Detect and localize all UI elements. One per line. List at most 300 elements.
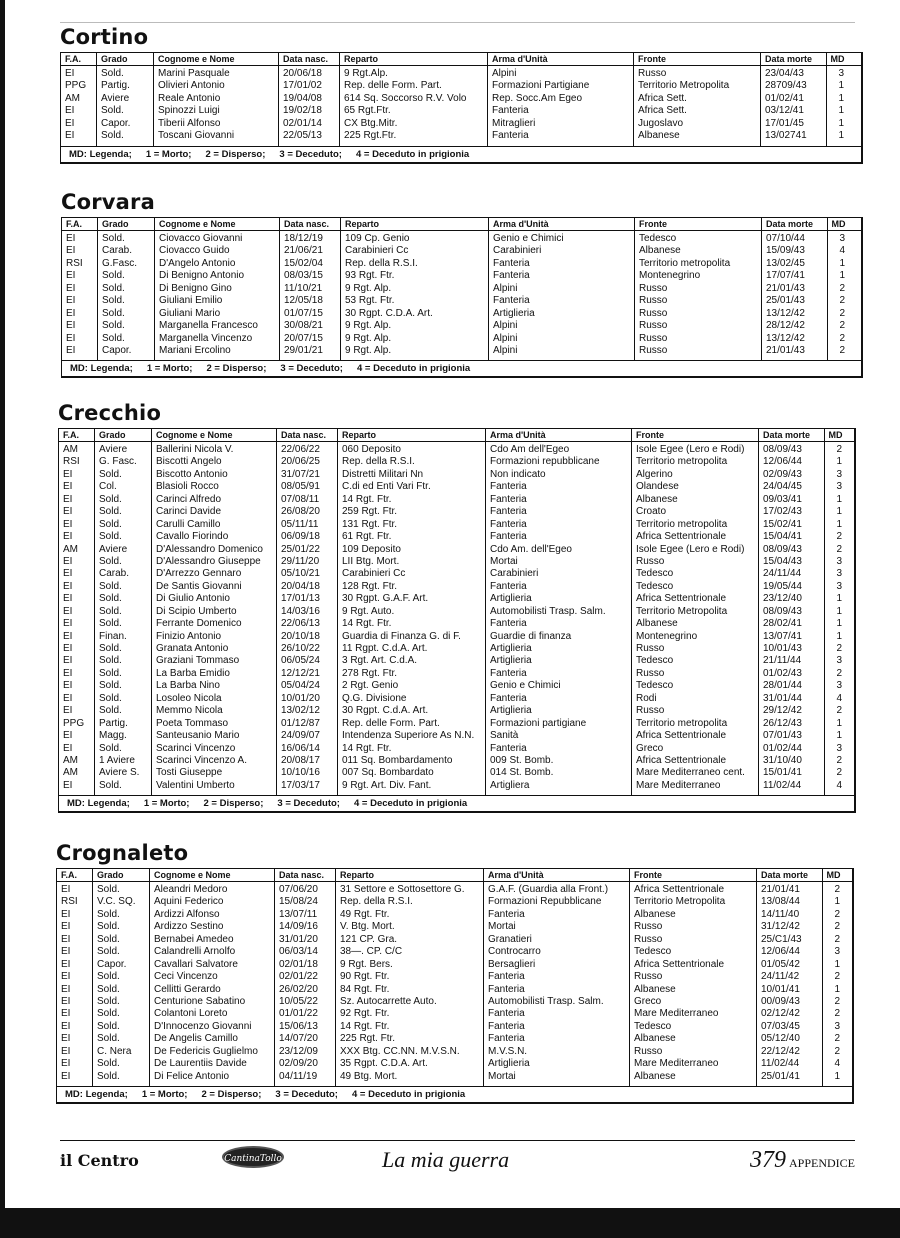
cell-arma: Artiglieria xyxy=(490,705,532,717)
footer-book-title: La mia guerra xyxy=(382,1147,510,1172)
cell-arma: Artiglieria xyxy=(493,307,535,319)
cell-morte: 28/02/41 xyxy=(763,618,802,630)
cell-fa: EI xyxy=(65,105,75,117)
cell-morte: 01/05/42 xyxy=(761,958,800,970)
cell-fa: EI xyxy=(63,742,73,754)
cell-grado: Sold. xyxy=(99,655,122,667)
cell-fronte: Russo xyxy=(638,68,667,79)
cell-fronte: Albanese xyxy=(636,618,678,630)
cell-arma: Fanteria xyxy=(490,531,527,543)
cell-md: 1 xyxy=(839,257,845,269)
legend-item: 3 = Deceduto; xyxy=(275,1089,338,1100)
cell-fa: EI xyxy=(63,531,73,543)
cell-reparto: 92 Rgt. Ftr. xyxy=(340,1008,390,1020)
cell-morte: 08/09/43 xyxy=(763,543,802,555)
cell-reparto: Rep. della R.S.I. xyxy=(342,456,415,468)
cell-nasc: 15/06/13 xyxy=(279,1020,318,1032)
cell-nome: Ballerini Nicola V. xyxy=(156,444,234,455)
cell-reparto: 14 Rgt. Ftr. xyxy=(342,618,392,630)
cell-nome: D'Arrezzo Gennaro xyxy=(156,568,242,580)
cell-nasc: 01/01/22 xyxy=(279,1008,318,1020)
header-grado: Grado xyxy=(93,869,150,881)
cell-md: 3 xyxy=(834,946,840,958)
cell-nome: Cellitti Gerardo xyxy=(154,983,221,995)
cell-morte: 03/12/41 xyxy=(765,105,804,117)
cell-md: 3 xyxy=(836,481,842,493)
cell-fronte: Albanese xyxy=(634,1033,676,1045)
cell-arma: Alpini xyxy=(493,332,518,344)
cell-fa: EI xyxy=(63,667,73,679)
cell-fa: AM xyxy=(63,767,78,779)
legend-item: 2 = Disperso; xyxy=(201,1089,262,1100)
header-nome: Cognome e Nome xyxy=(152,429,277,441)
cell-nasc: 02/01/22 xyxy=(279,971,318,983)
cell-md: 3 xyxy=(834,1020,840,1032)
header-fronte: Fronte xyxy=(634,53,761,65)
header-reparto: Reparto xyxy=(338,429,486,441)
cell-reparto: 9 Rgt.Alp. xyxy=(344,68,388,79)
cell-md: 3 xyxy=(836,580,842,592)
cell-grado: Finan. xyxy=(99,630,127,642)
cell-md: 4 xyxy=(839,245,845,257)
cell-fa: EI xyxy=(63,580,73,592)
cell-nome: Blasioli Rocco xyxy=(156,481,219,493)
cell-nome: Ardizzo Sestino xyxy=(154,921,224,933)
cell-md: 3 xyxy=(836,680,842,692)
cell-morte: 22/12/42 xyxy=(761,1045,800,1057)
cell-reparto: 30 Rgpt. C.D.A. Art. xyxy=(345,307,433,319)
cell-grado: Partig. xyxy=(101,80,130,92)
cell-morte: 15/02/41 xyxy=(763,518,802,530)
cell-fronte: Russo xyxy=(636,705,665,717)
cell-grado: Sold. xyxy=(99,605,122,617)
cell-reparto: 93 Rgt. Ftr. xyxy=(345,270,395,282)
cell-fronte: Mare Mediterraneo cent. xyxy=(636,767,745,779)
cell-nasc: 19/04/08 xyxy=(283,92,322,104)
cell-nome: Graziani Tommaso xyxy=(156,655,240,667)
cell-reparto: 109 Cp. Genio xyxy=(345,233,410,244)
legend-item: 3 = Deceduto; xyxy=(279,148,342,160)
cell-morte: 24/11/44 xyxy=(763,568,802,580)
cell-fronte: Territorio Metropolita xyxy=(638,80,730,92)
cell-arma: Fanteria xyxy=(490,493,527,505)
cell-fronte: Isole Egee (Lero e Rodi) xyxy=(636,543,745,555)
cell-nasc: 24/09/07 xyxy=(281,730,320,742)
cell-morte: 25/C1/43 xyxy=(761,933,802,945)
cell-nasc: 23/12/09 xyxy=(279,1045,318,1057)
cell-reparto: 11 Rgpt. C.d.A. Art. xyxy=(342,643,428,654)
cell-grado: Sold. xyxy=(99,493,122,505)
column-grado xyxy=(98,231,155,360)
cell-fa: EI xyxy=(63,692,73,704)
cell-nasc: 06/03/14 xyxy=(279,946,318,958)
table-header xyxy=(59,429,854,442)
cell-morte: 26/12/43 xyxy=(763,717,802,729)
cell-nome: D'Innocenzo Giovanni xyxy=(154,1020,252,1032)
cell-fronte: Russo xyxy=(636,667,665,679)
cell-md: 1 xyxy=(834,896,840,908)
cell-fronte: Mare Mediterraneo xyxy=(636,779,721,791)
cell-fa: EI xyxy=(63,506,73,518)
md-legend xyxy=(59,795,854,811)
cell-reparto: 9 Rgt. Alp. xyxy=(345,344,392,356)
cell-fronte: Algerino xyxy=(636,468,673,480)
cell-reparto: 38—. CP. C/C xyxy=(340,946,403,958)
cell-fronte: Albanese xyxy=(634,983,676,995)
cell-morte: 13/08/44 xyxy=(761,896,800,908)
column-nome xyxy=(152,442,277,795)
legend-item: MD: Legenda; xyxy=(65,1089,128,1100)
cell-fa: EI xyxy=(61,1008,71,1020)
cell-nome: Marini Pasquale xyxy=(158,68,230,79)
cell-morte: 10/01/41 xyxy=(761,983,800,995)
column-arma xyxy=(488,66,634,146)
cell-nome: Biscotto Antonio xyxy=(156,468,228,480)
cell-reparto: V. Btg. Mort. xyxy=(340,921,395,933)
legend-item: 1 = Morto; xyxy=(146,363,193,375)
cell-morte: 08/09/43 xyxy=(763,444,802,455)
cell-arma: Artiglieria xyxy=(490,655,532,667)
cell-morte: 17/07/41 xyxy=(766,270,805,282)
cell-reparto: XXX Btg. CC.NN. M.V.S.N. xyxy=(340,1045,460,1057)
cell-morte: 13/07/41 xyxy=(763,630,802,642)
cell-grado: Sold. xyxy=(102,307,125,319)
cell-fa: EI xyxy=(61,971,71,983)
cell-md: 1 xyxy=(838,105,844,117)
footer-publication: il Centro xyxy=(60,1151,139,1170)
cell-nasc: 06/09/18 xyxy=(281,531,320,543)
header-reparto: Reparto xyxy=(336,869,484,881)
cell-morte: 08/09/43 xyxy=(763,605,802,617)
cell-nasc: 20/08/17 xyxy=(281,754,320,766)
cell-arma: Artiglieria xyxy=(490,593,532,605)
column-arma xyxy=(484,882,630,1086)
cell-fa: RSI xyxy=(66,257,83,269)
md-legend xyxy=(62,360,861,376)
table-body xyxy=(61,66,861,146)
cell-morte: 28/01/44 xyxy=(763,680,802,692)
cell-reparto: Sz. Autocarrette Auto. xyxy=(340,995,437,1007)
header-arma: Arma d'Unità xyxy=(486,429,632,441)
cell-grado: Sold. xyxy=(102,320,125,332)
cell-morte: 21/01/41 xyxy=(761,884,800,895)
cell-nasc: 26/08/20 xyxy=(281,506,320,518)
cell-arma: M.V.S.N. xyxy=(488,1045,528,1057)
cell-fronte: Territorio Metropolita xyxy=(636,605,728,617)
cell-reparto: Intendenza Superiore As N.N. xyxy=(342,730,475,742)
cell-arma: Artiglieria xyxy=(488,1058,530,1070)
cell-grado: Sold. xyxy=(99,680,122,692)
cell-nasc: 20/06/25 xyxy=(281,456,320,468)
cell-reparto: Rep. della R.S.I. xyxy=(345,257,418,269)
cell-nome: Memmo Nicola xyxy=(156,705,223,717)
header-fa: F.A. xyxy=(57,869,93,881)
cell-reparto: 9 Rgt. Alp. xyxy=(345,320,392,332)
cell-nasc: 11/10/21 xyxy=(284,282,323,294)
cell-morte: 28/12/42 xyxy=(766,320,805,332)
cell-reparto: 9 Rgt. Alp. xyxy=(345,332,392,344)
cell-grado: Sold. xyxy=(99,531,122,543)
cell-nome: De Laurentiis Davide xyxy=(154,1058,247,1070)
cell-nome: Olivieri Antonio xyxy=(158,80,225,92)
cell-fronte: Jugoslavo xyxy=(638,117,684,129)
cell-reparto: 007 Sq. Bombardato xyxy=(342,767,434,779)
cell-grado: Sold. xyxy=(102,332,125,344)
cell-grado: Sold. xyxy=(99,779,122,791)
cell-arma: Fanteria xyxy=(490,481,527,493)
cell-nome: Marganella Vincenzo xyxy=(159,332,253,344)
cell-nome: La Barba Nino xyxy=(156,680,220,692)
cell-fronte: Isole Egee (Lero e Rodi) xyxy=(636,444,745,455)
cell-arma: Genio e Chimici xyxy=(493,233,564,244)
column-nome xyxy=(155,231,280,360)
cell-arma: Mortai xyxy=(490,555,518,567)
cell-nome: Carinci Alfredo xyxy=(156,493,222,505)
cell-fronte: Tedesco xyxy=(636,580,674,592)
header-nasc: Data nasc. xyxy=(279,53,340,65)
cell-nasc: 20/04/18 xyxy=(281,580,320,592)
cell-fa: EI xyxy=(65,117,75,129)
cell-nasc: 01/07/15 xyxy=(284,307,323,319)
cell-fa: EI xyxy=(61,1045,71,1057)
cell-arma: Guardie di finanza xyxy=(490,630,572,642)
cell-reparto: 30 Rgpt. C.d.A. Art. xyxy=(342,705,429,717)
cell-morte: 07/10/44 xyxy=(766,233,805,244)
cell-morte: 23/04/43 xyxy=(765,68,804,79)
cell-fronte: Russo xyxy=(639,332,668,344)
legend-item: 1 = Morto; xyxy=(141,1089,188,1100)
cell-grado: Sold. xyxy=(99,555,122,567)
cell-fa: EI xyxy=(63,555,73,567)
cell-morte: 21/11/44 xyxy=(763,655,802,667)
cell-reparto: 14 Rgt. Ftr. xyxy=(342,493,392,505)
cell-arma: Mortai xyxy=(488,1070,516,1082)
cell-arma: Fanteria xyxy=(488,983,525,995)
cell-md: 1 xyxy=(836,456,842,468)
cell-nome: D'Alessandro Giuseppe xyxy=(156,555,261,567)
cell-arma: Mitraglieri xyxy=(492,117,536,129)
cell-fronte: Russo xyxy=(639,344,668,356)
cell-grado: Sold. xyxy=(97,971,120,983)
cell-nasc: 22/06/13 xyxy=(281,618,320,630)
legend-item: 4 = Deceduto in prigionia xyxy=(353,798,468,810)
cell-morte: 07/01/43 xyxy=(763,730,802,742)
cell-grado: Sold. xyxy=(99,705,122,717)
cell-fronte: Africa Settentrionale xyxy=(636,593,727,605)
column-grado xyxy=(93,882,150,1086)
cell-arma: Alpini xyxy=(493,344,518,356)
cell-grado: Aviere xyxy=(99,543,128,555)
cell-arma: Fanteria xyxy=(490,506,527,518)
cell-nasc: 22/06/22 xyxy=(281,444,320,455)
cell-nasc: 01/12/87 xyxy=(281,717,320,729)
cell-nasc: 04/11/19 xyxy=(279,1070,318,1082)
cell-md: 2 xyxy=(834,908,840,920)
cell-grado: G.Fasc. xyxy=(102,257,138,269)
page-footer xyxy=(60,1140,855,1173)
header-nasc: Data nasc. xyxy=(280,218,341,230)
column-nasc xyxy=(280,231,341,360)
cell-nasc: 07/08/11 xyxy=(281,493,320,505)
cell-nasc: 19/02/18 xyxy=(283,105,322,117)
cell-arma: Fanteria xyxy=(490,667,527,679)
header-fa: F.A. xyxy=(62,218,98,230)
cell-nasc: 31/07/21 xyxy=(281,468,320,480)
cell-md: 1 xyxy=(836,605,842,617)
cell-grado: Sold. xyxy=(101,105,124,117)
cell-md: 2 xyxy=(836,543,842,555)
cell-fa: EI xyxy=(63,655,73,667)
cell-morte: 13/02/45 xyxy=(766,257,805,269)
cell-nome: De Angelis Camillo xyxy=(154,1033,238,1045)
cell-nasc: 13/02/12 xyxy=(281,705,320,717)
cell-fa: EI xyxy=(61,958,71,970)
cell-grado: Sold. xyxy=(97,1058,120,1070)
cell-nasc: 05/04/24 xyxy=(281,680,320,692)
cell-arma: Fanteria xyxy=(490,692,527,704)
cell-nome: Biscotti Angelo xyxy=(156,456,222,468)
cell-grado: Sold. xyxy=(97,1033,120,1045)
cell-fa: EI xyxy=(65,130,75,142)
cell-nome: Toscani Giovanni xyxy=(158,130,235,142)
column-nome xyxy=(154,66,279,146)
appendix-label: APPENDICE xyxy=(788,1156,855,1170)
cell-fronte: Croato xyxy=(636,506,667,518)
header-arma: Arma d'Unità xyxy=(484,869,630,881)
cell-nome: Carulli Camillo xyxy=(156,518,221,530)
cell-nasc: 05/10/21 xyxy=(281,568,320,580)
legend-item: 3 = Deceduto; xyxy=(277,798,340,810)
cell-md: 2 xyxy=(834,995,840,1007)
cell-fa: EI xyxy=(61,884,71,895)
cell-md: 2 xyxy=(839,282,845,294)
cell-reparto: 90 Rgt. Ftr. xyxy=(340,971,390,983)
cell-fa: AM xyxy=(65,92,80,104)
cell-nome: D'Angelo Antonio xyxy=(159,257,236,269)
cell-morte: 28709/43 xyxy=(765,80,807,92)
header-grado: Grado xyxy=(98,218,155,230)
column-md xyxy=(825,442,846,795)
cell-nome: Spinozzi Luigi xyxy=(158,105,220,117)
cell-morte: 02/12/42 xyxy=(761,1008,800,1020)
cell-md: 1 xyxy=(836,593,842,605)
cell-grado: Sold. xyxy=(97,946,120,958)
scan-border xyxy=(0,1208,900,1238)
cell-md: 1 xyxy=(834,983,840,995)
cell-fronte: Africa Settentrionale xyxy=(636,531,727,543)
cell-grado: Sold. xyxy=(102,233,125,244)
cell-arma: Alpini xyxy=(493,320,518,332)
cell-arma: Artiglieria xyxy=(490,643,532,654)
cell-fa: EI xyxy=(63,481,73,493)
cell-nasc: 10/05/22 xyxy=(279,995,318,1007)
header-nasc: Data nasc. xyxy=(277,429,338,441)
cell-fronte: Greco xyxy=(636,742,664,754)
cell-reparto: 31 Settore e Sottosettore G. xyxy=(340,884,465,895)
cell-fa: EI xyxy=(66,270,76,282)
table-header xyxy=(61,53,861,66)
legend-item: 4 = Deceduto in prigionia xyxy=(356,363,471,375)
cell-fa: EI xyxy=(61,908,71,920)
cell-nasc: 02/01/18 xyxy=(279,958,318,970)
cell-morte: 01/02/44 xyxy=(763,742,802,754)
cell-nome: Tosti Giuseppe xyxy=(156,767,223,779)
cell-reparto: Rep. della R.S.I. xyxy=(340,896,413,908)
cell-arma: Rep. Socc.Am Egeo xyxy=(492,92,583,104)
column-nasc xyxy=(277,442,338,795)
cell-nome: Cavallari Salvatore xyxy=(154,958,238,970)
header-md: MD xyxy=(828,430,843,440)
cell-nasc: 16/06/14 xyxy=(281,742,320,754)
cell-arma: Alpini xyxy=(493,282,518,294)
section-corvara xyxy=(61,187,863,378)
cell-arma: Alpini xyxy=(492,68,517,79)
cell-morte: 23/12/40 xyxy=(763,593,802,605)
cell-morte: 11/02/44 xyxy=(761,1058,800,1070)
cell-fronte: Territorio Metropolita xyxy=(634,896,726,908)
cell-grado: Sold. xyxy=(97,921,120,933)
cell-grado: C. Nera xyxy=(97,1045,132,1057)
cell-nasc: 31/01/20 xyxy=(279,933,318,945)
cell-md: 1 xyxy=(838,92,844,104)
cell-md: 1 xyxy=(838,80,844,92)
cell-nasc: 21/06/21 xyxy=(284,245,323,257)
cell-grado: Aviere xyxy=(101,92,130,104)
cell-fa: EI xyxy=(61,933,71,945)
cell-fronte: Montenegrino xyxy=(636,630,698,642)
cell-nome: Marganella Francesco xyxy=(159,320,258,332)
cell-morte: 12/06/44 xyxy=(761,946,800,958)
cell-nome: Giuliani Mario xyxy=(159,307,221,319)
cell-grado: Capor. xyxy=(97,958,127,970)
cell-fronte: Territorio metropolita xyxy=(639,257,731,269)
table-body xyxy=(59,442,854,795)
cell-reparto: 30 Rgpt. G.A.F. Art. xyxy=(342,593,429,605)
cell-fronte: Russo xyxy=(639,295,668,307)
cell-nome: Santeusanio Mario xyxy=(156,730,240,742)
cell-reparto: 109 Deposito xyxy=(342,543,401,555)
cell-grado: Magg. xyxy=(99,730,127,742)
cell-nasc: 26/10/22 xyxy=(281,643,320,654)
cell-grado: Sold. xyxy=(99,593,122,605)
cell-nome: Tiberii Alfonso xyxy=(158,117,221,129)
cell-fronte: Albanese xyxy=(634,908,676,920)
header-morte: Data morte xyxy=(757,869,823,881)
column-md xyxy=(828,231,849,360)
cell-morte: 24/04/45 xyxy=(763,481,802,493)
cell-arma: Fanteria xyxy=(493,257,530,269)
cell-fa: EI xyxy=(63,618,73,630)
cell-nasc: 13/07/11 xyxy=(279,908,318,920)
header-grado: Grado xyxy=(95,429,152,441)
cell-fronte: Albanese xyxy=(639,245,681,257)
cell-nasc: 15/08/24 xyxy=(279,896,318,908)
column-grado xyxy=(97,66,154,146)
cell-arma: Granatieri xyxy=(488,933,532,945)
cell-morte: 09/03/41 xyxy=(763,493,802,505)
header-nome: Cognome e Nome xyxy=(155,218,280,230)
cell-nasc: 14/07/20 xyxy=(279,1033,318,1045)
header-fa: F.A. xyxy=(61,53,97,65)
cell-md: 2 xyxy=(836,444,842,455)
cell-grado: Col. xyxy=(99,481,117,493)
cell-nome: Mariani Ercolino xyxy=(159,344,231,356)
cell-nome: Valentini Umberto xyxy=(156,779,235,791)
cell-md: 2 xyxy=(836,754,842,766)
md-legend xyxy=(61,146,861,162)
cell-arma: Fanteria xyxy=(490,742,527,754)
cell-fa: EI xyxy=(63,468,73,480)
